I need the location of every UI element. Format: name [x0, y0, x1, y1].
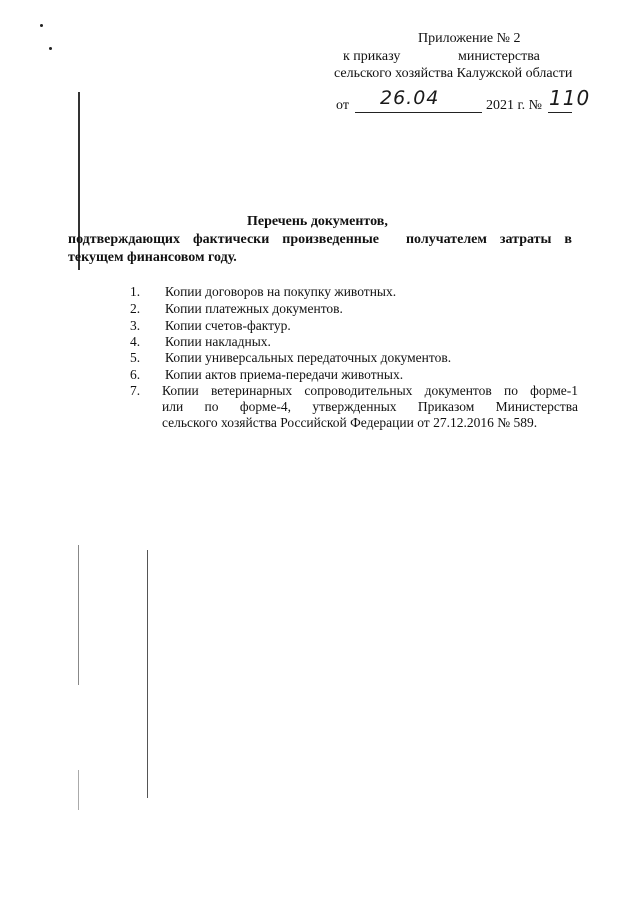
list-item-text-line: Копии ветеринарных сопроводительных документов по форме-1 — [162, 383, 578, 398]
to-order-label: к приказу — [343, 49, 401, 64]
list-item — [130, 318, 291, 334]
year-number-label: 2021 г. № — [486, 98, 543, 113]
title-word: подтверждающих — [68, 232, 180, 247]
list-item-text-line: или по форме-4, утвержденных Приказом Министерства — [162, 399, 578, 414]
title-word: фактически — [192, 232, 270, 247]
title-word: получателем — [405, 232, 487, 247]
title-line-3: текущем финансовом году. — [68, 250, 237, 265]
handwritten-date: 26.04 — [380, 87, 440, 109]
list-item-text-line: сельского хозяйства Российской Федерации от 27.12.2016 № 589. — [162, 415, 538, 430]
list-item-text: Копии договоров на покупку животных. — [165, 284, 397, 299]
title-word: затраты — [499, 232, 552, 247]
list-item — [130, 334, 271, 350]
list-item-text: Копии счетов-фактур. — [165, 318, 291, 333]
list-item-text: Копии накладных. — [165, 334, 271, 349]
list-item — [130, 350, 452, 366]
handwritten-number: 110 — [549, 86, 591, 110]
document-title: Перечень документов, — [247, 214, 388, 229]
number-underline — [548, 112, 572, 113]
list-item-number: 1. — [130, 284, 141, 299]
list-item-number: 5. — [130, 350, 141, 365]
ministry-full-label: сельского хозяйства Калужской области — [334, 66, 573, 81]
ministry-label: министерства — [458, 49, 540, 64]
appendix-label: Приложение № 2 — [418, 31, 521, 46]
list-item-number: 3. — [130, 318, 141, 333]
list-item-number: 7. — [130, 383, 141, 398]
list-item — [130, 301, 343, 317]
title-word: произведенные — [282, 232, 379, 247]
list-item — [130, 367, 404, 383]
title-line-2 — [68, 232, 572, 248]
scan-edge-line — [78, 545, 79, 685]
list-item — [130, 284, 397, 300]
date-from-label: от — [336, 98, 349, 113]
title-word: в — [564, 232, 572, 247]
list-item-text: Копии актов приема-передачи животных. — [165, 367, 404, 382]
list-item-number: 2. — [130, 301, 141, 316]
date-underline — [355, 112, 482, 113]
list-item-number: 6. — [130, 367, 141, 382]
scan-speck — [49, 47, 52, 50]
list-item-text: Копии платежных документов. — [165, 301, 343, 316]
scan-speck — [40, 24, 43, 27]
scan-edge-line — [147, 550, 148, 798]
list-item-number: 4. — [130, 334, 141, 349]
scan-edge-line — [78, 770, 79, 810]
list-item-text: Копии универсальных передаточных документов. — [165, 350, 452, 365]
